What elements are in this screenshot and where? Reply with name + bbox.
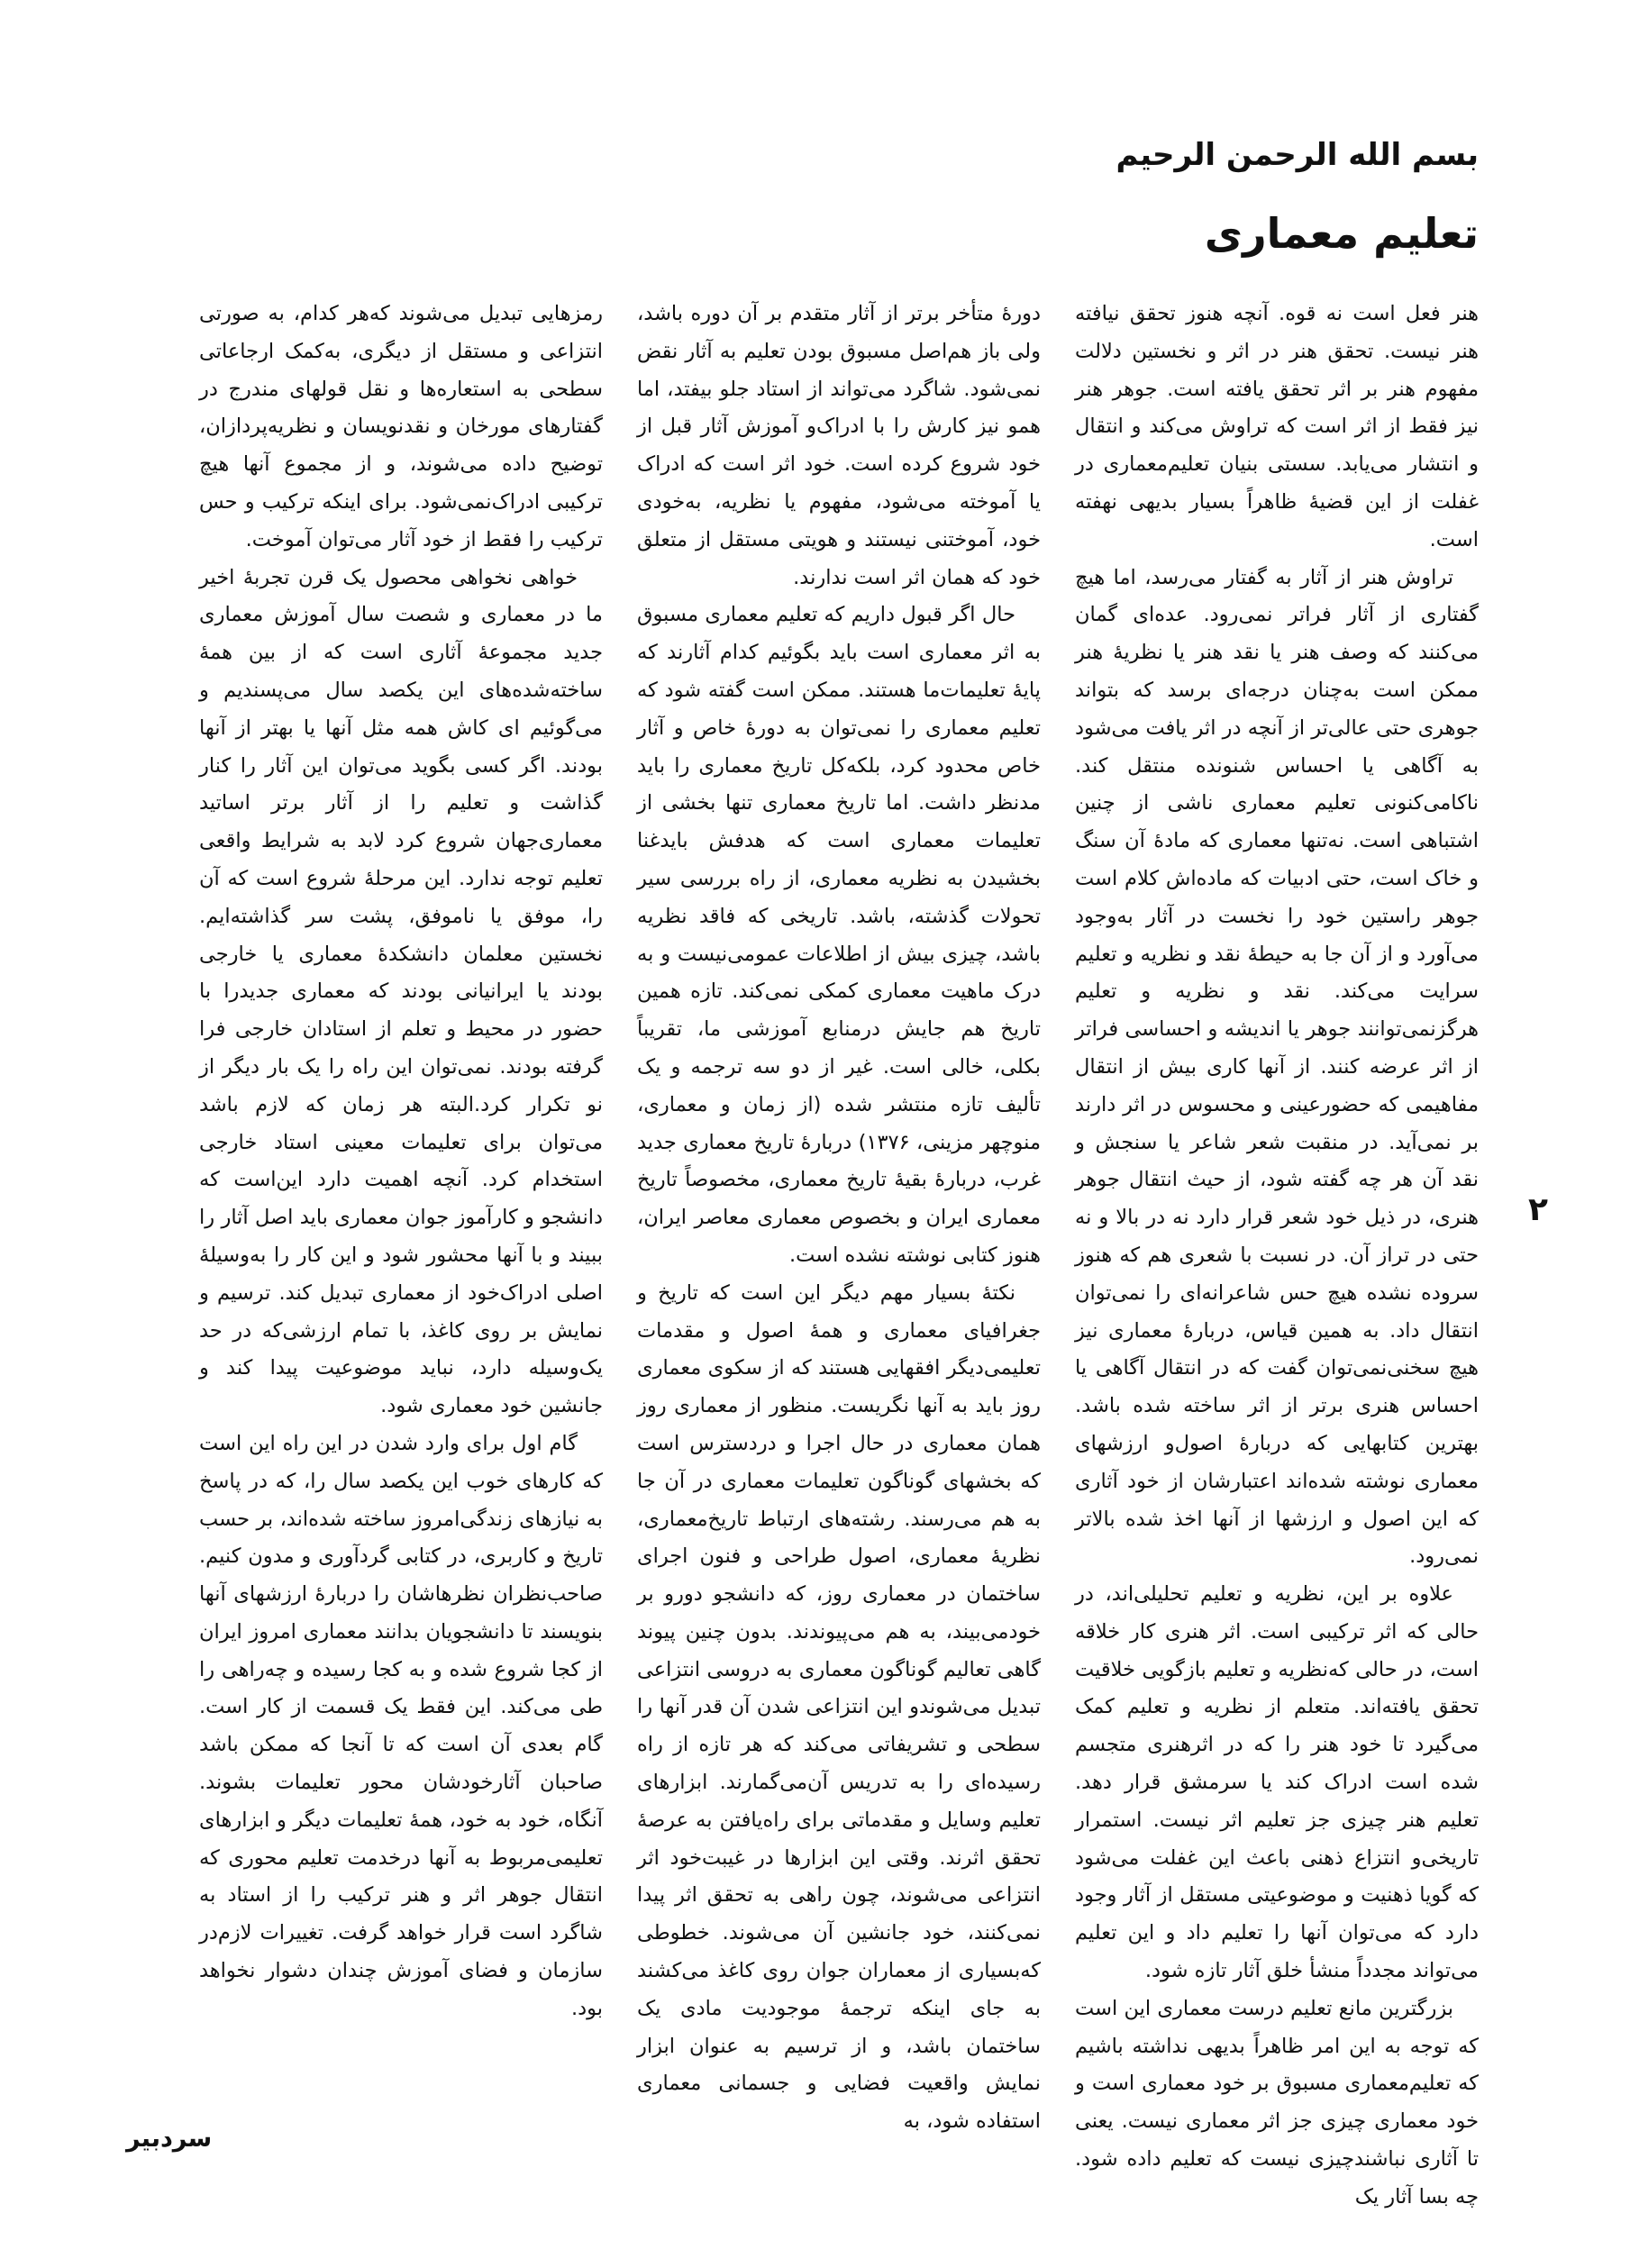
text-column-right bbox=[1075, 296, 1479, 2209]
paragraph: علاوه بر این، نظریه و تعلیم تحلیلی‌اند، در حالی که اثر ترکیبی است. اثر هنری کار خلاقه است، در حالی که‌نظریه و تعلیم بازگویی خلاقیت تحقق یافته‌اند. متعلم از نظریه و تعلیم کمک می‌گیرد تا خود هنر را که در اثرهنری متجسم شده است ادراک کند یا سرمشق قرار دهد. تعلیم هنر چیزی جز تعلیم اثر نیست. استمرار تاریخی‌و انتزاع ذهنی باعث این غفلت می‌شود که گویا ذهنیت و موضوعیتی مستقل از آثار وجود دارد که می‌توان آنها را تعلیم داد و این تعلیم می‌تواند مجدداً منشأ خلق آثار تازه شود. bbox=[1075, 1582, 1479, 1983]
paragraph: دورهٔ متأخر برتر از آثار متقدم بر آن دوره باشد، ولی باز هم‌اصل مسبوق بودن تعلیم به آثار نقض نمی‌شود. شاگرد می‌تواند از استاد جلو بیفتد، اما همو نیز کارش را با ادراک‌و آموزش آثار قبل از خود شروع کرده است. خود اثر است که ادراک یا آموخته می‌شود، مفهوم یا نظریه، به‌خودی خود، آموختنی نیستند و هویتی مستقل از متعلق خود که همان اثر است ندارند. bbox=[637, 302, 1041, 589]
paragraph: تراوش هنر از آثار به گفتار می‌رسد، اما هیچ گفتاری از آثار فراتر نمی‌رود. عده‌ای گمان می‌کنند که وصف هنر یا نقد هنر یا نظریهٔ هنر ممکن است به‌چنان درجه‌ای برسد که بتواند جوهری حتی عالی‌تر از آنچه در اثر یافت می‌شود به آگاهی یا احساس شنونده منتقل کند. ناکامی‌کنونی تعلیم معماری ناشی از چنین اشتباهی است. نه‌تنها معماری که مادهٔ آن سنگ و خاک است، حتی ادبیات که ماده‌اش کلام است جوهر راستین خود را نخست در آثار به‌وجود می‌آورد و از آن جا به حیطهٔ نقد و نظریه و تعلیم سرایت می‌کند. نقد و نظریه و تعلیم هرگزنمی‌توانند جوهر یا اندیشه و احساسی فراتر از اثر عرضه کنند. از آنها کاری بیش از انتقال مفاهیمی که حضورعینی و محسوس در اثر دارند بر نمی‌آید. در منقبت شعر شاعر یا سنجش و نقد آن هر چه گفته شود، از حیث انتقال جوهر هنری، در ذیل خود شعر قرار دارد نه در بالا و نه حتی در تراز آن. در نسبت با شعری هم که هنوز سروده نشده هیچ حس شاعرانه‌ای را نمی‌توان انتقال داد. به همین قیاس، دربارهٔ معماری نیز هیچ سخنی‌نمی‌توان گفت که در انتقال آگاهی یا احساس هنری برتر از اثر ساخته شده باشد. بهترین کتابهایی که دربارهٔ اصول‌و ارزشهای معماری نوشته شده‌اند اعتبارشان از خود آثاری که این اصول و ارزشها از آنها اخذ شده بالاتر نمی‌رود. bbox=[1075, 565, 1479, 1569]
paragraph: رمزهایی تبدیل می‌شوند که‌هر کدام، به صورتی انتزاعی و مستقل از دیگری، به‌کمک ارجاعاتی سطحی به استعاره‌ها و نقل قولهای مندرج در گفتارهای مورخان و نقدنویسان و نظریه‌پردازان، توضیح داده می‌شوند، و از مجموع آنها هیچ ترکیبی ادراک‌نمی‌شود. برای اینکه ترکیب و حس ترکیب را فقط از خود آثار می‌توان آموخت. bbox=[199, 302, 603, 551]
basmala-heading: بسم الله الرحمن الرحیم bbox=[1116, 137, 1479, 173]
page-title: تعلیم معماری bbox=[1204, 209, 1479, 258]
paragraph: گام اول برای وارد شدن در این راه این است که کارهای خوب این یکصد سال را، که در پاسخ به نیازهای زندگی‌امروز ساخته شده‌اند، بر حسب تاریخ و کاربری، در کتابی گردآوری و مدون کنیم. صاحب‌نظران نظرهاشان را دربارهٔ ارزشهای آنها بنویسند تا دانشجویان بدانند معماری امروز ایران از کجا شروع شده و به کجا رسیده و چه‌راهی را طی می‌کند. این فقط یک قسمت از کار است. گام بعدی آن است که تا آنجا که ممکن باشد صاحبان آثارخودشان محور تعلیمات بشوند. آنگاه، خود به خود، همهٔ تعلیمات دیگر و ابزارهای تعلیمی‌مربوط به آنها درخدمت تعلیم محوری که انتقال جوهر اثر و هنر ترکیب را از استاد به شاگرد است قرار خواهد گرفت. تغییرات لازم‌در سازمان و فضای آموزش چندان دشوار نخواهد بود. bbox=[199, 1431, 603, 2020]
paragraph: حال اگر قبول داریم که تعلیم معماری مسبوق به اثر معماری است باید بگوئیم کدام آثارند که پایهٔ تعلیمات‌ما هستند. ممکن است گفته شود که تعلیم معماری را نمی‌توان به دورهٔ خاص و آثار خاص محدود کرد، بلکه‌کل تاریخ معماری را باید مدنظر داشت. اما تاریخ معماری تنها بخشی از تعلیمات معماری است که هدفش بایدغنا بخشیدن به نظریه معماری، از راه بررسی سیر تحولات گذشته، باشد. تاریخی که فاقد نظریه باشد، چیزی بیش از اطلاعات عمومی‌نیست و به درک ماهیت معماری کمکی نمی‌کند. تازه همین تاریخ هم جایش درمنابع آموزشی ما، تقریباً بکلی، خالی است. غیر از دو سه ترجمه و یک تألیف تازه منتشر شده (از زمان و معماری، منوچهر مزینی، ۱۳۷۶) دربارهٔ تاریخ معماری جدید غرب، دربارهٔ بقیهٔ تاریخ معماری، مخصوصاً تاریخ معماری ایران و بخصوص معماری معاصر ایران، هنوز کتابی نوشته نشده است. bbox=[637, 603, 1041, 1267]
text-column-left bbox=[199, 296, 603, 2098]
paragraph: هنر فعل است نه قوه. آنچه هنوز تحقق نیافته هنر نیست. تحقق هنر در اثر و نخستین دلالت مفهوم هنر بر اثر تحقق یافته است. جوهر هنر نیز فقط از اثر است که تراوش می‌کند و انتقال و انتشار می‌یابد. سستی بنیان تعلیم‌معماری در غفلت از این قضیهٔ ظاهراً بسیار بدیهی نهفته است. bbox=[1075, 302, 1479, 551]
paragraph: بزرگترین مانع تعلیم درست معماری این است که توجه به این امر ظاهراً بدیهی نداشته باشیم که تعلیم‌معماری مسبوق بر خود معماری است و خود معماری چیزی جز اثر معماری نیست. یعنی تا آثاری نباشند‌چیزی نیست که تعلیم داده شود. چه بسا آثار یک bbox=[1075, 1996, 1479, 2209]
editor-signature: سردبیر bbox=[126, 2125, 213, 2153]
paragraph: نکتهٔ بسیار مهم دیگر این است که تاریخ و جغرافیای معماری و همهٔ اصول و مقدمات تعلیمی‌دیگر افقهایی هستند که از سکوی معماری روز باید به آنها نگریست. منظور از معماری روز همان معماری در حال اجرا و دردسترس است که بخشهای گوناگون تعلیمات معماری در آن جا به هم می‌رسند. رشته‌های ارتباط تاریخ‌معماری، نظریهٔ معماری، اصول طراحی و فنون اجرای ساختمان در معماری روز، که دانشجو دورو بر خود‌می‌بیند، به هم می‌پیوندند. بدون چنین پیوند گاهی تعالیم گوناگون معماری به دروسی انتزاعی تبدیل می‌شوندو این انتزاعی شدن آن قدر آنها را سطحی و تشریفاتی می‌کند که هر تازه از راه رسیده‌ای را به تدریس آن‌می‌گمارند. ابزارهای تعلیم وسایل و مقدماتی برای راه‌یافتن به عرصهٔ تحقق اثرند. وقتی این ابزارها در غیبت‌خود اثر انتزاعی می‌شوند، چون راهی به تحقق اثر پیدا نمی‌کنند، خود جانشین آن می‌شوند. خطوطی که‌بسیاری از معماران جوان روی کاغذ می‌کشند به جای اینکه ترجمهٔ موجودیت مادی یک ساختمان باشد، و از ترسیم به عنوان ابزار نمایش واقعیت فضایی و جسمانی معماری استفاده شود، به bbox=[637, 1280, 1041, 2134]
page-number: ۲ bbox=[1528, 1191, 1548, 1228]
text-column-middle bbox=[637, 296, 1041, 2134]
paragraph: خواهی نخواهی محصول یک قرن تجربهٔ اخیر ما در معماری و شصت سال آموزش معماری جدید مجموعهٔ آثاری است که از بین همهٔ ساخته‌شده‌های این یکصد سال می‌پسندیم و می‌گوئیم ای کاش همه مثل آنها یا بهتر از آنها بودند. اگر کسی بگوید می‌توان این آثار را کنار گذاشت و تعلیم را از آثار برتر اساتید معماری‌جهان شروع کرد لابد به شرایط واقعی تعلیم توجه ندارد. این مرحلهٔ شروع است که آن را، موفق یا ناموفق، پشت سر گذاشته‌ایم. نخستین معلمان دانشکدهٔ معماری یا خارجی بودند یا ایرانیانی بودند که معماری جدید‌را با حضور در محیط و تعلم از استادان خارجی فرا گرفته بودند. نمی‌توان این راه را یک بار دیگر از نو تکرار کرد.البته هر زمان که لازم باشد می‌توان برای تعلیمات معینی استاد خارجی استخدام کرد. آنچه اهمیت دارد این‌است که دانشجو و کارآموز جوان معماری باید اصل آثار را ببیند و با آنها محشور شود و این کار را به‌وسیلهٔ اصلی ادراک‌خود از معماری تبدیل کند. ترسیم و نمایش بر روی کاغذ، با تمام ارزشی‌که در حد یک‌وسیله دارد، نباید موضوعیت پیدا کند و جانشین خود معماری شود. bbox=[199, 565, 603, 1418]
